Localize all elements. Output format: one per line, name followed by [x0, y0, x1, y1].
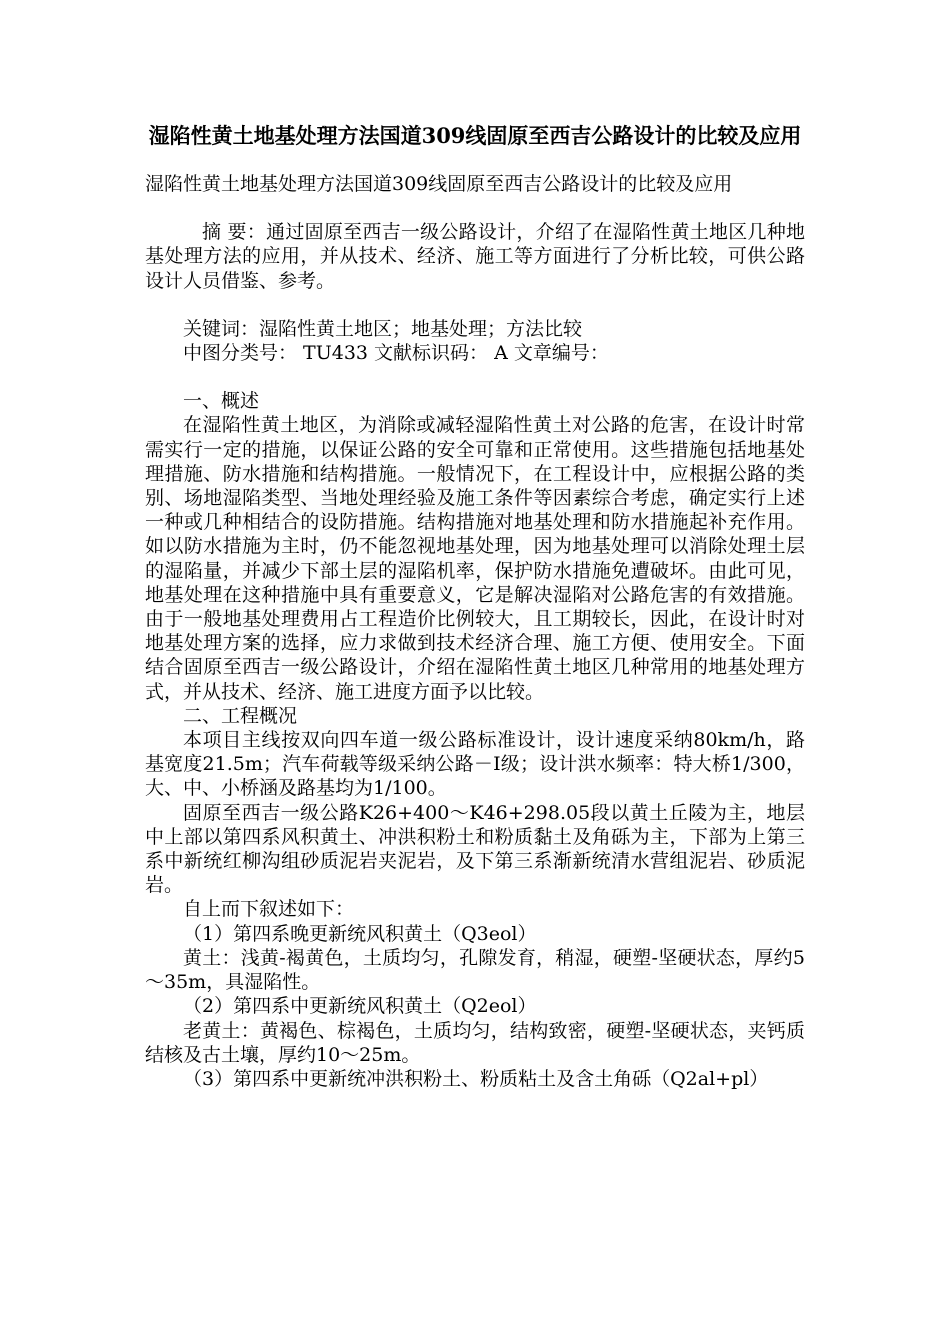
document-title: 湿陷性黄土地基处理方法国道309线固原至西吉公路设计的比较及应用: [148, 123, 802, 148]
project-paragraph-3: 自上而下叙述如下：: [183, 898, 355, 921]
item-1-description: 黄土：浅黄-褐黄色，土质均匀，孔隙发育，稍湿，硬塑-坚硬状态，厚约5～35m，具湿陷性。: [145, 946, 805, 994]
section-heading-project: 二、工程概况: [183, 704, 298, 727]
project-paragraph-1: 本项目主线按双向四车道一级公路标准设计，设计速度采纳80km/h，路基宽度21.5m；汽车荷载等级采纳公路－Ⅰ级；设计洪水频率：特大桥1/300，大、中、小桥涵及路基均为1/100。: [145, 729, 805, 800]
item-2-description: 老黄土：黄褐色、棕褐色，土质均匀，结构致密，硬塑-坚硬状态，夹钙质结核及古土壤，厚约10～25m。: [145, 1019, 805, 1066]
keywords: 关键词：湿陷性黄土地区；地基处理；方法比较: [183, 317, 583, 340]
item-3-heading: （3）第四系中更新统冲洪积粉土、粉质粘土及含土角砾（Q2al+pl）: [183, 1067, 769, 1090]
abstract: 摘 要：通过固原至西吉一级公路设计，介绍了在湿陷性黄土地区几种地基处理方法的应用，并从技术、经济、施工等方面进行了分析比较，可供公路设计人员借鉴、参考。: [145, 221, 805, 292]
classification: 中图分类号： TU433 文献标识码： A 文章编号：: [183, 342, 609, 365]
document-body: [145, 172, 805, 1091]
spacer: [145, 365, 805, 389]
project-paragraph-2: 固原至西吉一级公路K26+400～K46+298.05段以黄土丘陵为主，地层中上部以第四系风积黄土、冲洪积粉土和粉质黏土及角砾为主，下部为上第三系中新统红柳沟组砂质泥岩夹泥岩，及下第三系渐新统清水营组泥岩、砂质泥岩。: [145, 801, 805, 897]
overview-paragraph: 在湿陷性黄土地区，为消除或减轻湿陷性黄土对公路的危害，在设计时常需实行一定的措施，以保证公路的安全可靠和正常使用。这些措施包括地基处理措施、防水措施和结构措施。一般情况下，在工程设计中，应根据公路的类别、场地湿陷类型、当地处理经验及施工条件等因素综合考虑，确定实行上述一种或几种相结合的设防措施。结构措施对地基处理和防水措施起补充作用。如以防水措施为主时，仍不能忽视地基处理，因为地基处理可以消除处理土层的湿陷量，并减少下部土层的湿陷机率，保护防水措施免遭破坏。由此可见，地基处理在这种措施中具有重要意义，它是解决湿陷对公路危害的有效措施。由于一般地基处理费用占工程造价比例较大，且工期较长，因此，在设计时对地基处理方案的选择，应力求做到技术经济合理、施工方便、使用安全。下面结合固原至西吉一级公路设计，介绍在湿陷性黄土地区几种常用的地基处理方式，并从技术、经济、施工进度方面予以比较。: [145, 414, 805, 703]
spacer: [145, 196, 805, 220]
item-1-heading: （1）第四系晚更新统风积黄土（Q3eol）: [183, 922, 537, 945]
section-heading-overview: 一、概述: [183, 390, 260, 413]
document-subtitle: 湿陷性黄土地基处理方法国道309线固原至西吉公路设计的比较及应用: [145, 173, 733, 195]
spacer: [145, 293, 805, 317]
item-2-heading: （2）第四系中更新统风积黄土（Q2eol）: [183, 995, 537, 1018]
